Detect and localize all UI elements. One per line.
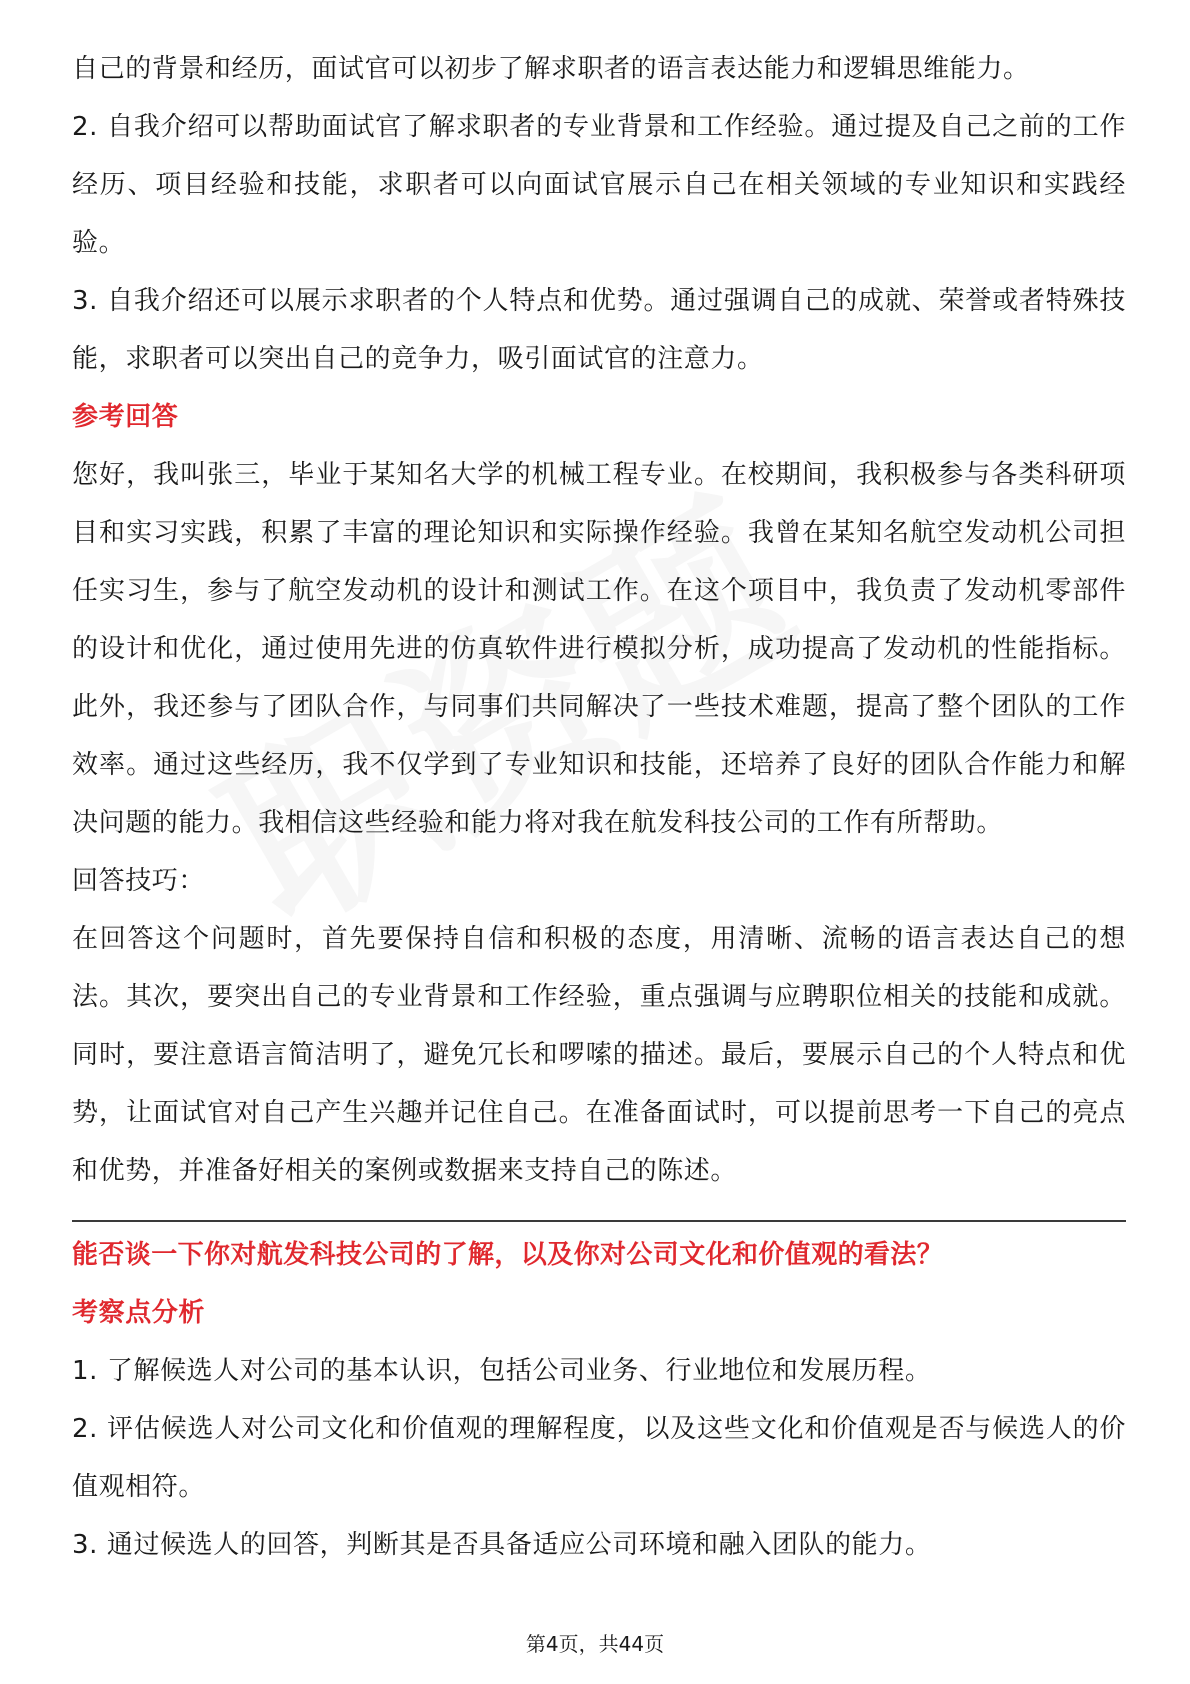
- intro-paragraph-continued: 自己的背景和经历，面试官可以初步了解求职者的语言表达能力和逻辑思维能力。: [72, 54, 1030, 84]
- page-number: 第4页，共44页: [525, 1632, 665, 1656]
- analysis-heading: 考察点分析: [72, 1298, 206, 1328]
- section-divider: [72, 1220, 1126, 1222]
- analysis-point-2: 2. 评估候选人对公司文化和价值观的理解程度，以及这些文化和价值观是否与候选人的价值观相符。: [72, 1414, 1126, 1502]
- answer-tips-label: 回答技巧：: [72, 866, 206, 896]
- interview-question: 能否谈一下你对航发科技公司的了解，以及你对公司文化和价值观的看法？: [72, 1240, 944, 1270]
- point-3-paragraph: 3. 自我介绍还可以展示求职者的个人特点和优势。通过强调自己的成就、荣誉或者特殊技能，求职者可以突出自己的竞争力，吸引面试官的注意力。: [72, 286, 1126, 374]
- answer-tips-text: 在回答这个问题时，首先要保持自信和积极的态度，用清晰、流畅的语言表达自己的想法。其次，要突出自己的专业背景和工作经验，重点强调与应聘职位相关的技能和成就。同时，要注意语言简洁明了，避免冗长和啰嗦的描述。最后，要展示自己的个人特点和优势，让面试官对自己产生兴趣并记住自己。在准备面试时，可以提前思考一下自己的亮点和优势，并准备好相关的案例或数据来支持自己的陈述。: [72, 924, 1126, 1186]
- analysis-point-1: 1. 了解候选人对公司的基本认识，包括公司业务、行业地位和发展历程。: [72, 1356, 932, 1386]
- analysis-point-3: 3. 通过候选人的回答，判断其是否具备适应公司环境和融入团队的能力。: [72, 1530, 932, 1560]
- reference-answer-heading: 参考回答: [72, 402, 179, 432]
- point-2-paragraph: 2. 自我介绍可以帮助面试官了解求职者的专业背景和工作经验。通过提及自己之前的工作经历、项目经验和技能，求职者可以向面试官展示自己在相关领域的专业知识和实践经验。: [72, 112, 1126, 258]
- reference-answer-text: 您好，我叫张三，毕业于某知名大学的机械工程专业。在校期间，我积极参与各类科研项目和实习实践，积累了丰富的理论知识和实际操作经验。我曾在某知名航空发动机公司担任实习生，参与了航空发动机的设计和测试工作。在这个项目中，我负责了发动机零部件的设计和优化，通过使用先进的仿真软件进行模拟分析，成功提高了发动机的性能指标。此外，我还参与了团队合作，与同事们共同解决了一些技术难题，提高了整个团队的工作效率。通过这些经历，我不仅学到了专业知识和技能，还培养了良好的团队合作能力和解决问题的能力。我相信这些经验和能力将对我在航发科技公司的工作有所帮助。: [72, 460, 1126, 838]
- document-page: [72, 40, 1126, 1574]
